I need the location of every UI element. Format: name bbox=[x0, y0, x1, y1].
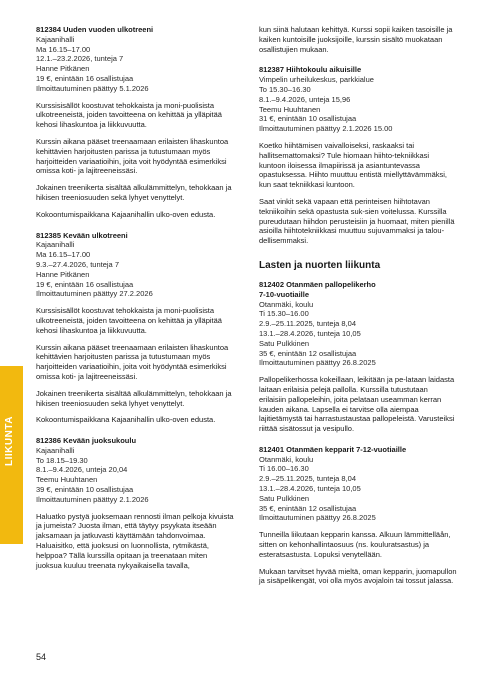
course-detail-line: Ti 16.00–16.30 bbox=[259, 464, 309, 474]
course-detail-line: 13.1.–28.4.2026, tunteja 10,05 bbox=[259, 328, 361, 338]
course-paragraph: Jokainen treenikerta sisältää alkulämmittelyn, tehokkaan ja hikisen treeniosuuden sekä lyhyet venyttelyt. bbox=[36, 183, 232, 202]
course-detail-line: Ilmoittautuminen päättyy 26.8.2025 bbox=[259, 513, 376, 523]
course-detail-line: To 15.30–16.30 bbox=[259, 84, 311, 94]
course-paragraph: Pallopelikerhossa kokeillaan, leikitään ja pe-lataan laidasta laitaan erilaisia pelejä pallolla. Kurssilla tutustutaan erilaisiin pallopeleihin, joita pelataan useamman kerran kauden aikana. Lapsella ei tarvitse olla aiempaa lajitietämystä tai harrastustaustaa pallopeleistä. Varusteiksi riittää sisätossut ja vesipullo. bbox=[259, 375, 455, 434]
course-paragraph: Kurssin aikana pääset treenaamaan erilaisten lihaskuntoa kehittävien harjoitusten parissa ja tutustumaan myös harjoitteiden variaatioihin, joita voit hyödyntää esimerkiksi omissa koti- ja lajitreeneissäsi. bbox=[36, 342, 229, 381]
course-description bbox=[36, 306, 234, 425]
page-number: 54 bbox=[36, 652, 47, 662]
course-continuation bbox=[259, 25, 457, 54]
course-detail-line: Ilmoittautuminen päättyy 2.1.2026 bbox=[36, 494, 149, 504]
left-column bbox=[36, 25, 234, 581]
course-entry bbox=[259, 65, 457, 246]
course-detail-line: Ilmoittautuminen päättyy 27.2.2026 bbox=[36, 289, 153, 299]
course-paragraph: Haluatko pystyä juoksemaan rennosti ilman pelkoja kivuista ja jumeista? Juosta ilman, että täytyy psyykata itseään jaksamaan ja jatkuvasti käyttämään tahdonvoimaa. Haluaisitko, että juoksusi on luonnollista, rytmikästä, helppoa? Tällä kurssilla opitaan ja treenataan miten juoksua kuuluu treenata nykyaikaisella tavalla, bbox=[36, 511, 234, 570]
course-paragraph: Tunneilla liikutaan kepparin kanssa. Alkuun lämmittelläån, sitten on kehonhallintaosuus (ns. kouluratsastus) ja esteratsastusta. Lopuksi venytellään. bbox=[259, 530, 451, 559]
course-detail-line: 35 €, enintään 12 osallistujaa bbox=[259, 503, 357, 513]
course-detail-line: Ma 16.15–17.00 bbox=[36, 250, 91, 260]
course-description bbox=[259, 530, 457, 586]
course-title: 812385 Kevään ulkotreeni bbox=[36, 230, 128, 240]
course-detail-line: 12.1.–23.2.2026, tunteja 7 bbox=[36, 54, 124, 64]
course-title: 812386 Kevään juoksukoulu bbox=[36, 436, 137, 446]
course-entry bbox=[259, 280, 457, 434]
course-description bbox=[36, 101, 234, 220]
course-detail-line: Ilmoittautuminen päättyy 26.8.2025 bbox=[259, 358, 376, 368]
course-detail-line: 8.1.–9.4.2026, unteja 20,04 bbox=[36, 465, 128, 475]
course-detail-line: Satu Pulkkinen bbox=[259, 493, 310, 503]
course-details bbox=[259, 455, 457, 524]
course-description bbox=[36, 512, 234, 571]
course-detail-line: Kajaanihalli bbox=[36, 34, 75, 44]
course-details bbox=[36, 35, 234, 94]
course-detail-line: Kajaanihalli bbox=[36, 240, 75, 250]
course-paragraph: Kurssisisällöt koostuvat tehokkaista ja moni-puolisista ulkotreeneistä, joiden tavoitteena on kehittää ja ylläpitää kehosi lihaskuntoa ja liikkuvuutta. bbox=[36, 306, 222, 335]
course-detail-line: Ma 16.15–17.00 bbox=[36, 44, 91, 54]
course-details bbox=[259, 75, 457, 134]
course-detail-line: 19 €, enintään 16 osallistujaa bbox=[36, 73, 134, 83]
course-paragraph: Kurssisisällöt koostuvat tehokkaista ja moni-puolisista ulkotreeneistä, joiden tavoitteena on kehittää ja ylläpitää kehosi lihaskuntoa ja liikkuvuutta. bbox=[36, 100, 222, 130]
course-detail-line: Ti 15.30–16.00 bbox=[259, 309, 309, 319]
course-detail-line: Ilmoittautuminen päättyy 2.1.2026 15.00 bbox=[259, 124, 393, 134]
course-details bbox=[36, 446, 234, 505]
course-detail-line: 13.1.–28.4.2026, tunteja 10,05 bbox=[259, 484, 361, 494]
course-title: 812402 Otanmäen pallopelikerho bbox=[259, 279, 376, 289]
course-description bbox=[259, 375, 457, 434]
course-detail-line: Teemu Huuhtanen bbox=[259, 104, 321, 114]
course-title: 812401 Otanmäen kepparit 7-12-vuotiaille bbox=[259, 444, 407, 454]
course-detail-line: Otanmäki, koulu bbox=[259, 454, 314, 464]
course-title: 7-10-vuotiaille bbox=[259, 289, 310, 299]
course-entry bbox=[36, 231, 234, 426]
course-detail-line: 31 €, enintään 10 osallistujaa bbox=[259, 114, 357, 124]
course-detail-line: 8.1.–9.4.2026, unteja 15,96 bbox=[259, 94, 351, 104]
course-entry bbox=[259, 445, 457, 586]
course-paragraph: Koetko hiihtämisen vaivalloiseksi, raskaaksi tai hallitsemattomaksi? Tule hiomaan hiihto-tekniikkasi kuntoon iloisessa ilmapiirissä ja asiantuntevassa opastuksessa. Hiihto muuttuu entistä miellyttävämmäksi, kun saat tekniikkasi kuntoon. bbox=[259, 140, 447, 190]
course-paragraph: Kokoontumispaikkana Kajaanihallin ulko-oven edusta. bbox=[36, 209, 216, 219]
course-details bbox=[259, 300, 457, 369]
course-paragraph: kun siinä halutaan kehittyä. Kurssi sopii kaiken tasoisille ja kaiken kuntoisille juoksijoille, kurssin sisältö muokataan osallistujien mukaan. bbox=[259, 25, 453, 54]
course-detail-line: 2.9.–25.11.2025, tunteja 8,04 bbox=[259, 319, 357, 329]
course-detail-line: Teemu Huuhtanen bbox=[36, 475, 98, 485]
course-detail-line: Hanne Pitkänen bbox=[36, 269, 90, 279]
course-detail-line: To 18.15–19.30 bbox=[36, 455, 88, 465]
course-title: 812387 Hiihtokoulu aikuisille bbox=[259, 65, 362, 75]
course-details bbox=[36, 240, 234, 299]
course-detail-line: 35 €, enintään 12 osallistujaa bbox=[259, 348, 357, 358]
course-detail-line: Satu Pulkkinen bbox=[259, 338, 310, 348]
course-detail-line: 19 €, enintään 16 osallistujaa bbox=[36, 279, 134, 289]
course-detail-line: Kajaanihalli bbox=[36, 445, 75, 455]
course-detail-line: 2.9.–25.11.2025, tunteja 8,04 bbox=[259, 474, 357, 484]
course-paragraph: Saat vinkit sekä vapaan että perinteisen hiihtotavan tekniikoihin sekä opastusta suk-sien voitelussa. Kurssilla pureudutaan hiihdon perusteisiin ja huomaat, miten pienillä asioilla hiihtotekniikkasi muuttuu sujuvammaksi ja talou-dellisemmaksi. bbox=[259, 196, 455, 246]
course-paragraph: Mukaan tarvitset hyvää mieltä, oman kepparin, juomapullon ja sisäpelikengät, voi olla myös avojaloin tai tossut jalassa. bbox=[259, 566, 457, 586]
course-title: 812384 Uuden vuoden ulkotreeni bbox=[36, 25, 154, 34]
course-detail-line: Ilmoittautuminen päättyy 5.1.2026 bbox=[36, 83, 149, 93]
course-detail-line: Otanmäki, koulu bbox=[259, 299, 314, 309]
course-detail-line: 39 €, enintään 10 osallistujaa bbox=[36, 485, 134, 495]
course-entry bbox=[36, 25, 234, 220]
course-entry bbox=[36, 436, 234, 570]
course-detail-line: Vimpelin urheilukeskus, parkkialue bbox=[259, 75, 374, 85]
course-paragraph: Jokainen treenikerta sisältää alkulämmittelyn, tehokkaan ja hikisen treeniosuuden sekä lyhyet venyttelyt. bbox=[36, 388, 232, 408]
course-detail-line: Hanne Pitkänen bbox=[36, 64, 90, 74]
course-paragraph: Kurssin aikana pääset treenaamaan erilaisten lihaskuntoa kehittävien harjoitusten parissa ja tutustumaan myös harjoitteiden variaatioihin, joita voit hyödyntää esimerkiksi omissa koti- ja lajitreeneissäsi. bbox=[36, 136, 229, 176]
right-column bbox=[259, 25, 457, 597]
course-detail-line: 9.3.–27.4.2026, tunteja 7 bbox=[36, 259, 119, 269]
section-heading: Lasten ja nuorten liikunta bbox=[259, 259, 381, 271]
course-description bbox=[259, 141, 457, 246]
course-paragraph: Kokoontumispaikkana Kajaanihallin ulko-oven edusta. bbox=[36, 415, 216, 425]
